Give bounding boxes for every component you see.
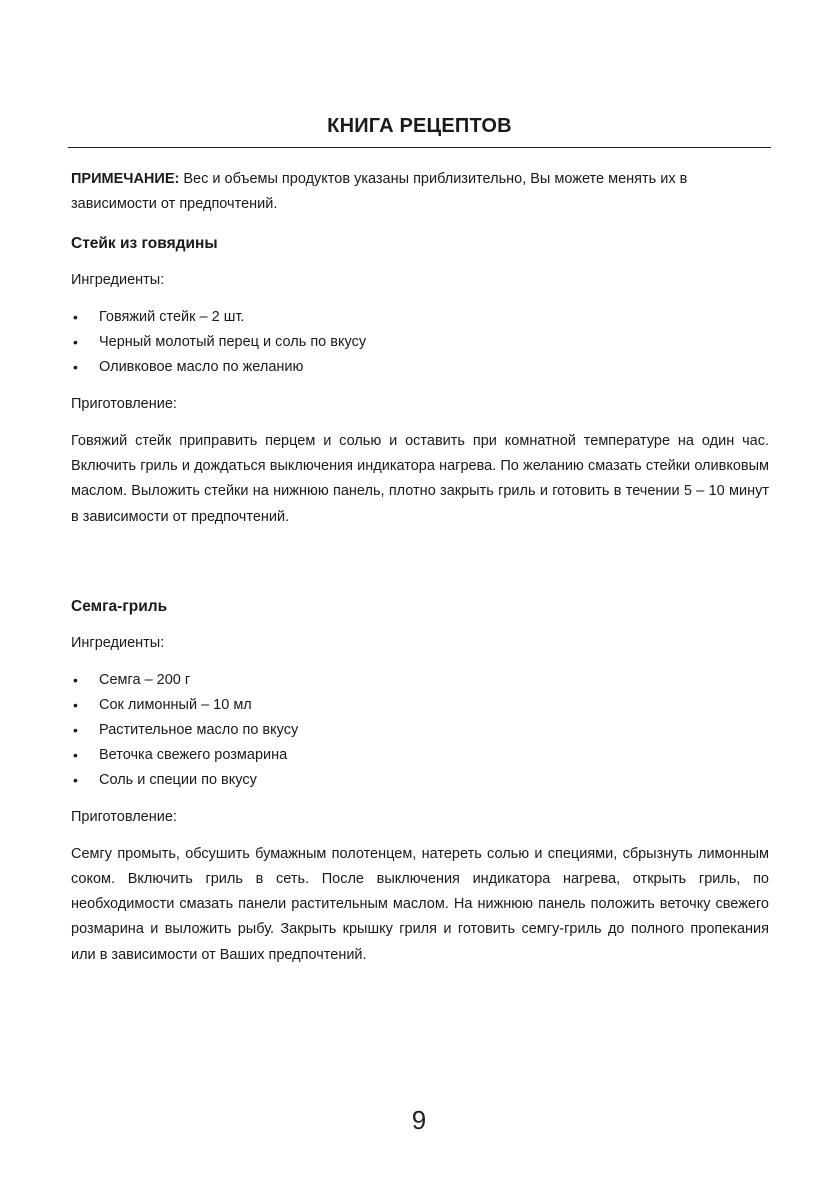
bullet-icon: • [73, 671, 78, 688]
ingredients-heading: Ингредиенты: [71, 634, 165, 651]
recipe-title: Семга-гриль [71, 597, 168, 615]
list-item [71, 743, 769, 768]
list-item [71, 305, 769, 330]
recipe-salmon [71, 594, 769, 968]
note-text: Вес и объемы продуктов указаны приблизительно, Вы можете менять их в зависимости от предпочтений. [71, 171, 688, 212]
ingredient-text: Веточка свежего розмарина [99, 746, 288, 763]
ingredient-text: Растительное масло по вкусу [99, 721, 299, 738]
list-item [71, 718, 769, 743]
ingredient-text: Черный молотый перец и соль по вкусу [99, 334, 367, 350]
ingredient-text: Семга – 200 г [99, 671, 191, 688]
bullet-icon: • [73, 746, 78, 763]
ingredient-text: Оливковое масло по желанию [99, 359, 304, 375]
title-divider [68, 147, 771, 148]
ingredients-heading: Ингредиенты: [71, 272, 165, 288]
ingredients-list [71, 668, 769, 793]
list-item [71, 668, 769, 693]
page-content [71, 167, 769, 968]
preparation-heading: Приготовление: [71, 396, 177, 412]
bullet-icon: • [73, 334, 78, 350]
bullet-icon: • [73, 721, 78, 738]
list-item [71, 355, 769, 380]
bullet-icon: • [73, 696, 78, 713]
preparation-heading: Приготовление: [71, 808, 177, 825]
note-label: ПРИМЕЧАНИЕ: [71, 171, 180, 187]
list-item [71, 693, 769, 718]
bullet-icon: • [73, 771, 78, 788]
recipe-title: Стейк из говядины [71, 235, 218, 252]
ingredients-list [71, 305, 769, 380]
page-number: 9 [411, 1105, 427, 1135]
note-paragraph [71, 167, 769, 217]
list-item [71, 768, 769, 793]
ingredient-text: Соль и специи по вкусу [99, 771, 257, 788]
ingredient-text: Говяжий стейк – 2 шт. [99, 309, 245, 325]
ingredient-text: Сок лимонный – 10 мл [99, 696, 252, 713]
preparation-text: Говяжий стейк приправить перцем и солью и оставить при комнатной температуре на один час. Включить гриль и дождаться выключения индикатора нагрева. По желанию смазать стейки оливковым маслом. Выложить стейки на нижнюю панель, плотно закрыть гриль и готовить в течении 5 – 10 минут в зависимости от предпочтений. [71, 433, 769, 525]
recipe-steak [71, 231, 769, 530]
bullet-icon: • [73, 359, 78, 375]
list-item [71, 330, 769, 355]
preparation-text: Семгу промыть, обсушить бумажным полотенцем, натереть солью и специями, сбрызнуть лимонным соком. Включить гриль в сеть. После выключения индикатора нагрева, открыть гриль, по необходимости смазать панели растительным маслом. На нижнюю панель положить веточку свежего розмарина и выложить рыбу. Закрыть крышку гриля и готовить семгу-гриль до полного пропекания или в зависимости от Ваших предпочтений. [71, 845, 769, 963]
page-title: КНИГА РЕЦЕПТОВ [327, 115, 512, 137]
bullet-icon: • [73, 309, 78, 325]
